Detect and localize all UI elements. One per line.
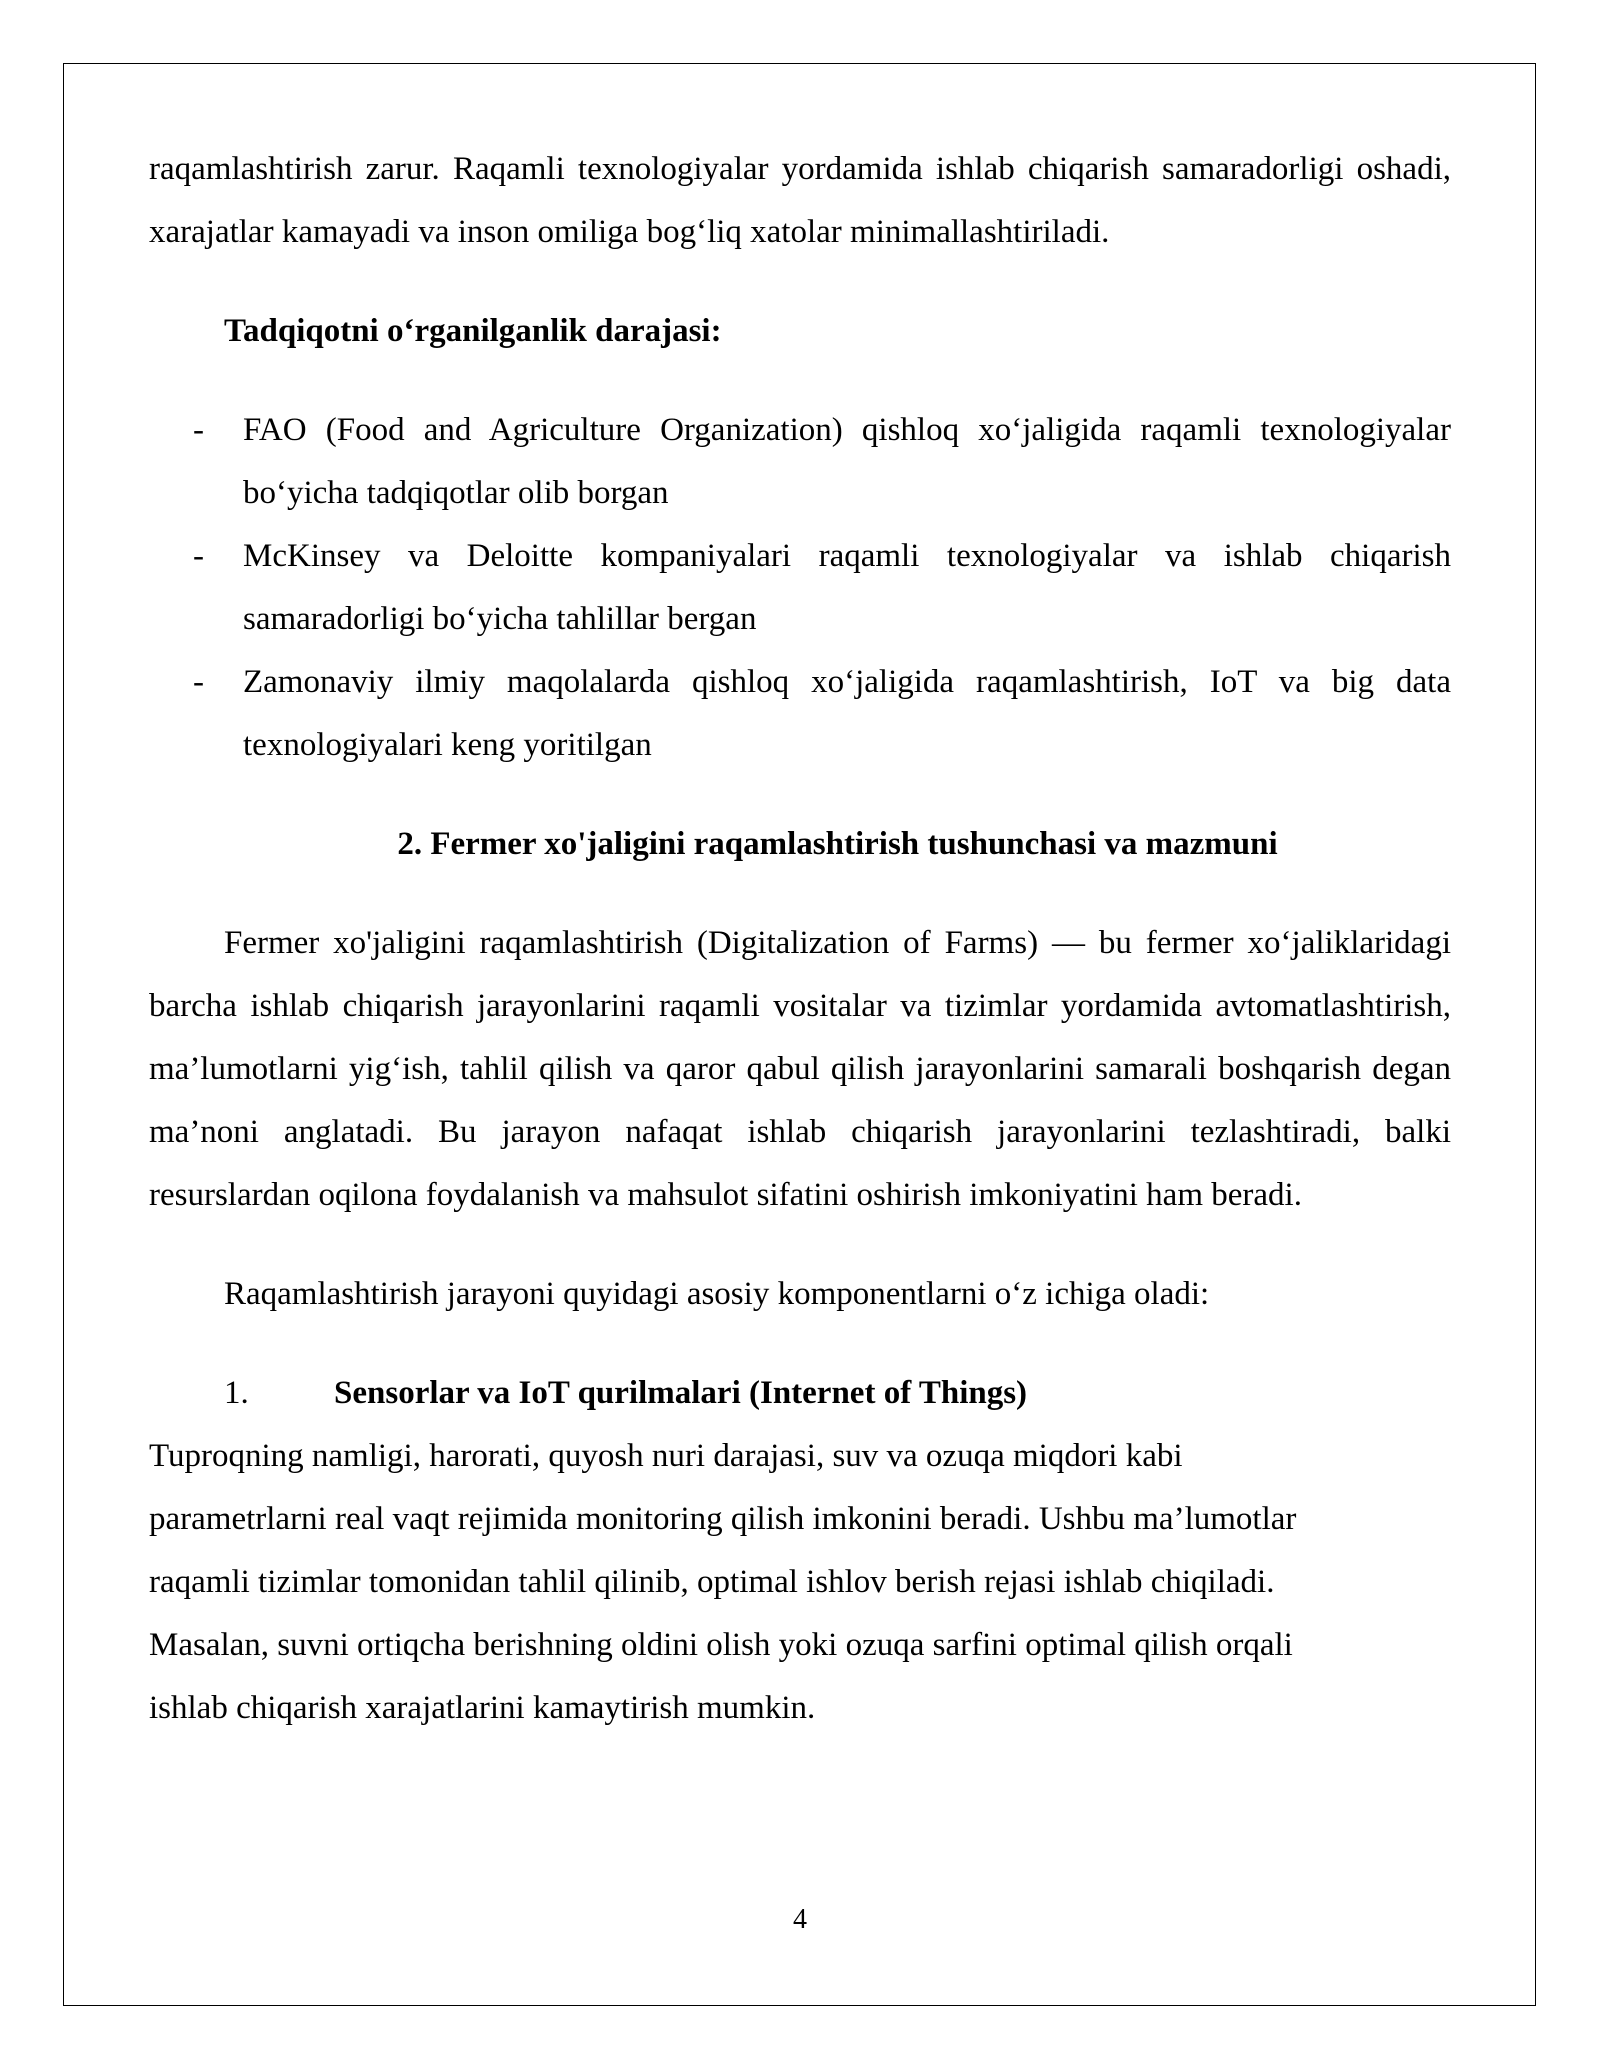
component-line: Masalan, suvni ortiqcha berishning oldini olish yoki ozuqa sarfini optimal qilish orqali bbox=[149, 1627, 1293, 1663]
list-item bbox=[149, 399, 1451, 525]
spacer bbox=[149, 876, 1451, 912]
component-line: Tuproqning namligi, harorati, quyosh nuri darajasi, suv va ozuqa miqdori kabi bbox=[149, 1438, 1183, 1474]
component-line: ishlab chiqarish xarajatlarini kamaytirish mumkin. bbox=[149, 1690, 816, 1726]
list-item bbox=[149, 525, 1451, 651]
components-intro-paragraph: Raqamlashtirish jarayoni quyidagi asosiy komponentlarni o‘z ichiga oladi: bbox=[224, 1276, 1210, 1312]
definition-paragraph: Fermer xo'jaligini raqamlashtirish (Digitalization of Farms) — bu fermer xo‘jaliklaridagi barcha ishlab chiqarish jarayonlarini raqamli vositalar va tizimlar yordamida avtomatlashtirish, ma’lumotlarni yig‘ish, tahlil qilish va qaror qabul qilish jarayonlarini samarali boshqarish degan ma’noni anglatadi. Bu jarayon nafaqat ishlab chiqarish jarayonlarini tezlashtiradi, balki resurslardan oqilona foydalanish va mahsulot sifatini oshirish imkoniyatini ham beradi. bbox=[149, 925, 1451, 1213]
component-heading bbox=[149, 1362, 1451, 1425]
component-line: raqamli tizimlar tomonidan tahlil qilinib, optimal ishlov berish rejasi ishlab chiqiladi. bbox=[149, 1564, 1275, 1600]
section-heading: 2. Fermer xo'jaligini raqamlashtirish tushunchasi va mazmuni bbox=[397, 826, 1278, 862]
component-line: parametrlarni real vaqt rejimida monitoring qilish imkonini beradi. Ushbu ma’lumotlar bbox=[149, 1501, 1297, 1537]
component-number: 1. bbox=[224, 1375, 249, 1411]
intro-paragraph: raqamlashtirish zarur. Raqamli texnologiyalar yordamida ishlab chiqarish samaradorligi oshadi, xarajatlar kamayadi va inson omiliga bog‘liq xatolar minimallashtiriladi. bbox=[149, 151, 1451, 250]
list-item-text: McKinsey va Deloitte kompaniyalari raqamli texnologiyalar va ishlab chiqarish samaradorligi bo‘yicha tahlillar bergan bbox=[243, 538, 1451, 637]
bullet-dash: - bbox=[193, 412, 204, 448]
list-item bbox=[149, 651, 1451, 777]
bullet-dash: - bbox=[193, 664, 204, 700]
component-title: Sensorlar va IoT qurilmalari (Internet of Things) bbox=[334, 1375, 1028, 1411]
document-body bbox=[149, 138, 1451, 1740]
spacer bbox=[149, 1227, 1451, 1263]
page-number: 4 bbox=[793, 1904, 807, 1935]
spacer bbox=[149, 264, 1451, 300]
bullet-dash: - bbox=[193, 538, 204, 574]
spacer bbox=[149, 1326, 1451, 1362]
research-heading: Tadqiqotni o‘rganilganlik darajasi: bbox=[224, 313, 722, 349]
list-item-text: FAO (Food and Agriculture Organization) qishloq xo‘jaligida raqamli texnologiyalar bo‘yicha tadqiqotlar olib borgan bbox=[243, 412, 1451, 511]
list-item-text: Zamonaviy ilmiy maqolalarda qishloq xo‘jaligida raqamlashtirish, IoT va big data texnologiyalari keng yoritilgan bbox=[243, 664, 1451, 763]
spacer bbox=[149, 363, 1451, 399]
spacer bbox=[149, 777, 1451, 813]
research-list bbox=[149, 399, 1451, 777]
